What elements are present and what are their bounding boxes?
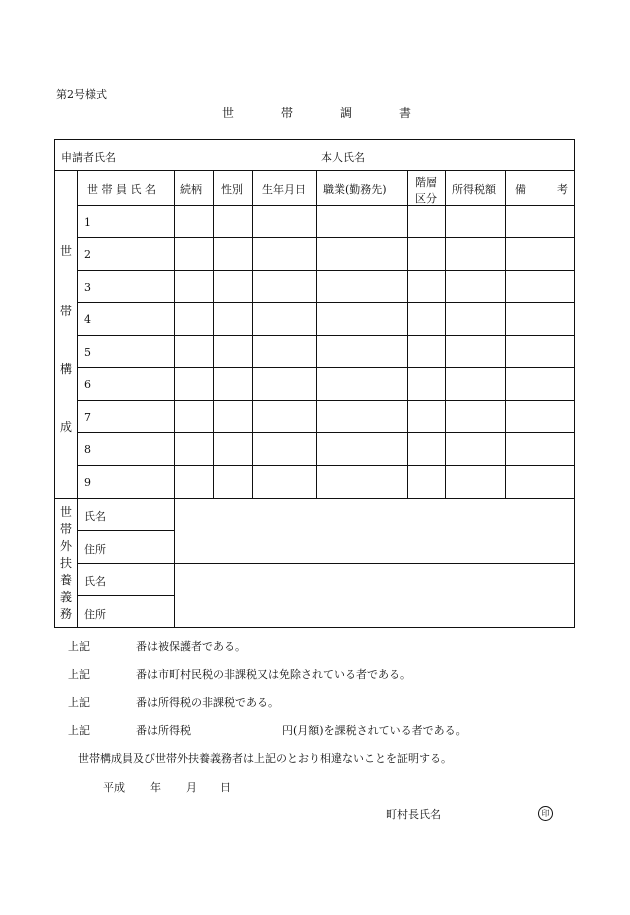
row-number: 5: [84, 346, 91, 359]
statement-text: 番は市町村民税の非課税又は免除されている者である。: [136, 668, 411, 681]
column-header-sex: 性別: [221, 183, 243, 196]
divider: [77, 367, 574, 368]
statement-prefix: 上記: [68, 640, 90, 653]
statement-text: 番は被保護者である。: [136, 640, 246, 653]
divider: [77, 465, 574, 466]
title-char: 帯: [281, 106, 294, 120]
column-header-bracket: 階層: [415, 176, 437, 189]
row-number: 3: [84, 281, 91, 294]
date-day: 日: [220, 781, 231, 794]
statement-text: 番は所得税の非課税である。: [136, 696, 279, 709]
row-number: 1: [84, 216, 91, 229]
column-header-occupation: 職業(勤務先): [323, 183, 387, 196]
divider: [55, 498, 574, 499]
household-composition-char: 世: [60, 244, 73, 258]
date-year: 年: [150, 781, 161, 794]
divider: [77, 302, 574, 303]
statement-prefix: 上記: [68, 696, 90, 709]
row-number: 8: [84, 443, 91, 456]
seal-mark: 印: [538, 806, 553, 821]
column-header-name: 世 帯 員 氏 名: [87, 183, 156, 196]
self-name-label: 本人氏名: [321, 151, 365, 164]
dependents-char: 務: [60, 607, 73, 621]
divider: [77, 400, 574, 401]
statement-suffix: 円(月額)を課税されている者である。: [282, 724, 467, 737]
household-composition-char: 成: [60, 420, 73, 434]
divider: [77, 170, 78, 627]
divider: [407, 170, 408, 498]
row-number: 6: [84, 378, 91, 391]
divider: [77, 237, 574, 238]
date-month: 月: [186, 781, 197, 794]
household-survey-table: [54, 139, 575, 628]
certification-text: 世帯構成員及び世帯外扶養義務者は上記のとおり相違ないことを証明する。: [78, 752, 452, 765]
divider: [77, 563, 574, 564]
household-composition-char: 帯: [60, 304, 73, 318]
column-header-income-tax: 所得税額: [452, 183, 496, 196]
divider: [77, 595, 174, 596]
statement-prefix: 上記: [68, 724, 90, 737]
dependents-char: 帯: [60, 522, 73, 536]
applicant-name-label: 申請者氏名: [61, 151, 116, 164]
dependent-address-label: 住所: [84, 543, 106, 556]
dependents-char: 世: [60, 505, 73, 519]
dependent-name-label: 氏名: [84, 575, 106, 588]
column-header-birthdate: 生年月日: [262, 183, 306, 196]
statement-text: 番は所得税: [136, 724, 191, 737]
divider: [505, 170, 506, 498]
row-number: 7: [84, 411, 91, 424]
row-number: 9: [84, 476, 91, 489]
row-number: 2: [84, 248, 91, 261]
divider: [213, 170, 214, 498]
divider: [445, 170, 446, 498]
column-header-bracket: 区分: [415, 192, 437, 205]
divider: [77, 530, 174, 531]
document-title: [0, 104, 630, 120]
title-char: 書: [399, 106, 412, 120]
statement-prefix: 上記: [68, 668, 90, 681]
title-char: 世: [222, 106, 235, 120]
form-number: 第2号様式: [56, 88, 107, 101]
dependents-char: 義: [60, 590, 73, 604]
dependent-name-label: 氏名: [84, 510, 106, 523]
divider: [316, 170, 317, 498]
column-header-remarks: 考: [557, 183, 568, 196]
household-composition-char: 構: [60, 362, 73, 376]
date-era: 平成: [103, 781, 125, 794]
dependent-address-label: 住所: [84, 608, 106, 621]
divider: [77, 335, 574, 336]
column-header-relation: 続柄: [180, 183, 202, 196]
dependents-char: 養: [60, 573, 73, 587]
divider: [252, 170, 253, 498]
divider: [55, 170, 574, 171]
title-char: 調: [340, 106, 353, 120]
divider: [174, 170, 175, 498]
divider: [77, 205, 574, 206]
column-header-remarks: 備: [515, 183, 526, 196]
dependents-char: 扶: [60, 556, 73, 570]
row-number: 4: [84, 313, 91, 326]
mayor-name-label: 町村長氏名: [386, 808, 441, 821]
dependents-char: 外: [60, 539, 73, 553]
divider: [77, 432, 574, 433]
divider: [77, 270, 574, 271]
